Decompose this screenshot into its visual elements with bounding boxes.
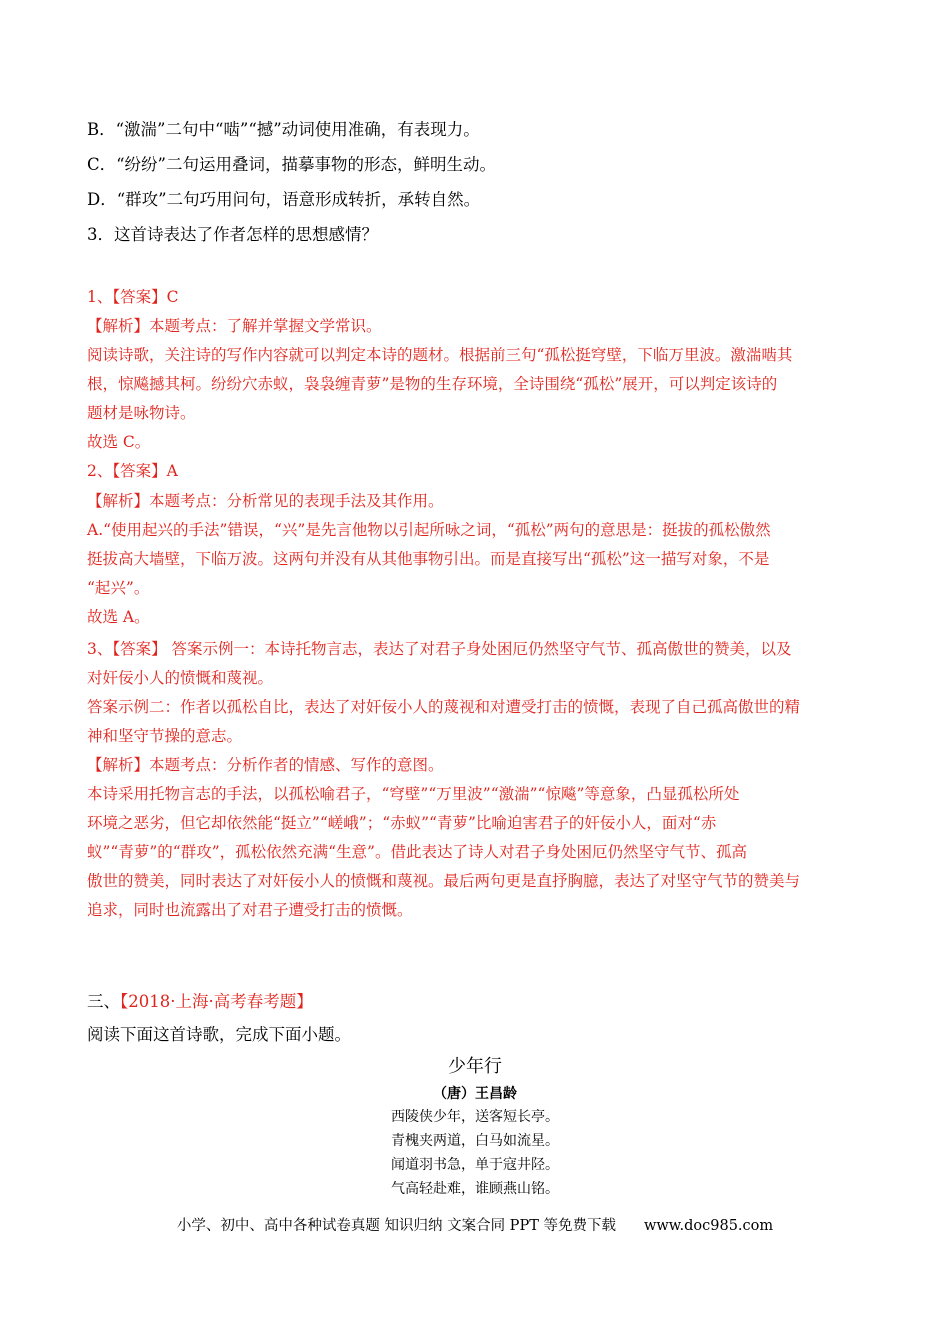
option-b: B．“激湍”二句中“啮”“撼”动词使用准确，有表现力。 [87, 120, 480, 139]
answer-2-choice: 故选 A。 [87, 608, 150, 626]
poem-line: 青槐夹两道，白马如流星。 [391, 1133, 559, 1149]
answer-3-head: 3、【答案】 答案示例一：本诗托物言志，表达了对君子身处困厄仍然坚守气节、孤高傲世的赞美，以及 [87, 640, 792, 658]
poem-line: 闻道羽书急，单于寇井陉。 [391, 1157, 559, 1173]
section-3-source: 【2018·上海·高考春考题】 [120, 992, 313, 1011]
answer-3-line-2: 答案示例二：作者以孤松自比，表达了对奸佞小人的蔑视和对遭受打击的愤慨，表现了自己孤高傲世的精 [87, 698, 801, 716]
answer-1-line-3: 题材是咏物诗。 [87, 404, 196, 422]
answer-2-line-3: “起兴”。 [87, 579, 150, 597]
footer-text: 小学、初中、高中各种试卷真题 知识归纳 文案合同 PPT 等免费下载 [176, 1218, 616, 1234]
section-3-prefix: 三、 [87, 992, 120, 1011]
answer-3-para-1: 本诗采用托物言志的手法，以孤松喻君子，“穹壁”“万里波”“激湍”“惊飚”等意象，凸显孤松所处 [87, 785, 740, 803]
answer-3-para-2: 环境之恶劣，但它却依然能“挺立”“嵯峨”；“赤蚁”“青萝”比喻迫害君子的奸佞小人，面对“赤 [87, 814, 717, 832]
answer-1-head: 1、【答案】C [87, 288, 179, 306]
poem-line: 西陵侠少年，送客短长亭。 [391, 1109, 559, 1125]
answer-1-analysis: 【解析】本题考点：了解并掌握文学常识。 [87, 317, 382, 335]
poem-line: 气高轻赴难，谁顾燕山铭。 [391, 1181, 559, 1197]
answer-1-choice: 故选 C。 [87, 433, 151, 451]
answer-1-line-2: 根，惊飚撼其柯。纷纷穴赤蚁，袅袅缠青萝”是物的生存环境，全诗围绕“孤松”展开，可以判定该诗的 [87, 375, 778, 393]
answer-2-line-2: 挺拔高大墙壁，下临万波。这两句并没有从其他事物引出。而是直接写出“孤松”这一描写对象，不是 [87, 550, 770, 568]
poem-author: （唐）王昌龄 [433, 1086, 517, 1102]
answer-2-head: 2、【答案】A [87, 462, 178, 480]
page-footer [0, 1214, 950, 1235]
footer-url[interactable]: www.doc985.com [643, 1218, 774, 1234]
section-3-heading [87, 988, 313, 1012]
answer-1-line-1: 阅读诗歌，关注诗的写作内容就可以判定本诗的题材。根据前三句“孤松挺穹壁，下临万里波。激湍啮其 [87, 346, 793, 364]
poem-title: 少年行 [448, 1056, 502, 1077]
answer-3-line-3: 神和坚守节操的意志。 [87, 727, 243, 745]
question-3: 3．这首诗表达了作者怎样的思想感情？ [87, 225, 378, 244]
answer-2-analysis: 【解析】本题考点：分析常见的表现手法及其作用。 [87, 492, 444, 510]
answer-3-para-4: 傲世的赞美，同时表达了对奸佞小人的愤慨和蔑视。最后两句更是直抒胸臆，表达了对坚守气节的赞美与 [87, 872, 801, 890]
answer-2-line-1: A.“使用起兴的手法”错误，“兴”是先言他物以引起所咏之词，“孤松”两句的意思是：挺拔的孤松傲然 [87, 521, 771, 539]
answer-3-analysis: 【解析】本题考点：分析作者的情感、写作的意图。 [87, 756, 444, 774]
section-3-instruction: 阅读下面这首诗歌，完成下面小题。 [87, 1025, 351, 1044]
answer-3-line-1: 对奸佞小人的愤慨和蔑视。 [87, 669, 274, 687]
option-c: C．“纷纷”二句运用叠词，描摹事物的形态，鲜明生动。 [87, 155, 496, 174]
option-d: D．“群攻”二句巧用问句，语意形成转折，承转自然。 [87, 190, 481, 209]
answer-3-para-5: 追求，同时也流露出了对君子遭受打击的愤慨。 [87, 901, 413, 919]
answer-3-para-3: 蚁”“青萝”的“群攻”，孤松依然充满“生意”。借此表达了诗人对君子身处困厄仍然坚守气节、孤高 [87, 843, 747, 861]
